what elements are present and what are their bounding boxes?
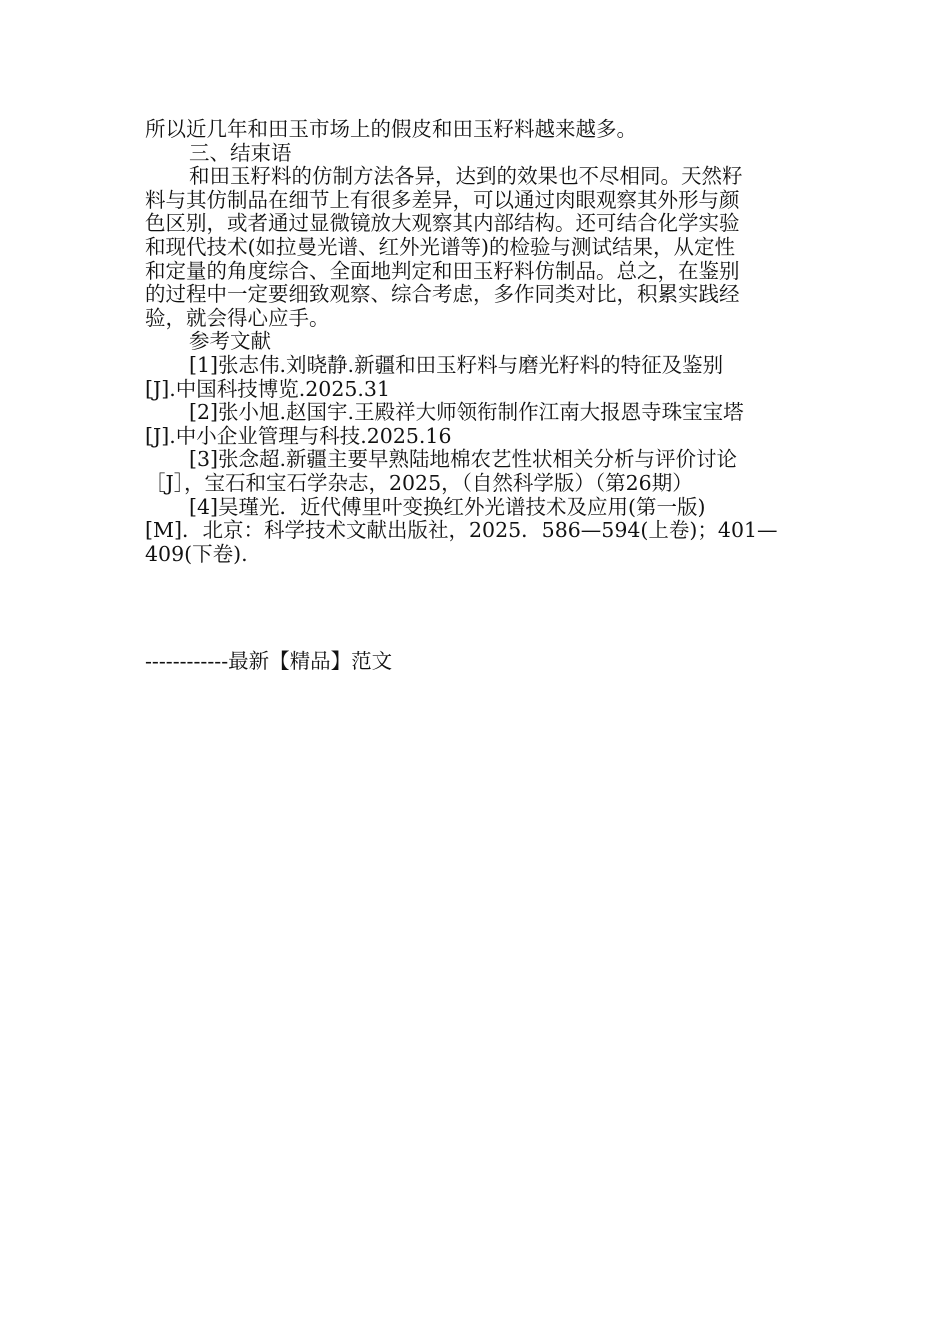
paragraph-line: 料与其仿制品在细节上有很多差异，可以通过肉眼观察其外形与颜 xyxy=(145,187,740,212)
reference-line: 409(下卷). xyxy=(145,541,248,566)
reference-line: [2]张小旭.赵国宇.王殿祥大师领衔制作江南大报恩寺珠宝宝塔 xyxy=(189,400,744,425)
paragraph-line: 的过程中一定要细致观察、综合考虑，多作同类对比，积累实践经 xyxy=(145,282,740,307)
footer-text: ------------最新【精品】范文 xyxy=(145,649,393,673)
paragraph-line: 验，就会得心应手。 xyxy=(145,305,330,330)
paragraph-line: 和定量的角度综合、全面地判定和田玉籽料仿制品。总之，在鉴别 xyxy=(145,258,740,283)
paragraph-line: 和现代技术(如拉曼光谱、红外光谱等)的检验与测试结果，从定性 xyxy=(145,234,735,259)
reference-line: [M]．北京：科学技术文献出版社，2025．586—594(上卷)；401— xyxy=(145,518,778,543)
paragraph-line: 和田玉籽料的仿制方法各异，达到的效果也不尽相同。天然籽 xyxy=(189,164,743,189)
paragraph-line: 所以近几年和田玉市场上的假皮和田玉籽料越来越多。 xyxy=(145,117,637,141)
document-body xyxy=(145,118,805,566)
reference-line: [J].中小企业管理与科技.2025.16 xyxy=(145,423,452,448)
references-heading: 参考文献 xyxy=(189,329,271,354)
reference-line: [3]张念超.新疆主要早熟陆地棉农艺性状相关分析与评价讨论 xyxy=(189,447,738,472)
reference-line: [4]吴瑾光．近代傅里叶变换红外光谱技术及应用(第一版) xyxy=(189,494,706,519)
reference-line: ［J］，宝石和宝石学杂志，2025，（自然科学版）（第26期） xyxy=(145,470,693,495)
reference-line: [1]张志伟.刘晓静.新疆和田玉籽料与磨光籽料的特征及鉴别 xyxy=(189,352,724,377)
section-heading: 三、结束语 xyxy=(189,140,292,165)
reference-line: [J].中国科技博览.2025.31 xyxy=(145,376,391,401)
paragraph-line: 色区别，或者通过显微镜放大观察其内部结构。还可结合化学实验 xyxy=(145,211,740,236)
